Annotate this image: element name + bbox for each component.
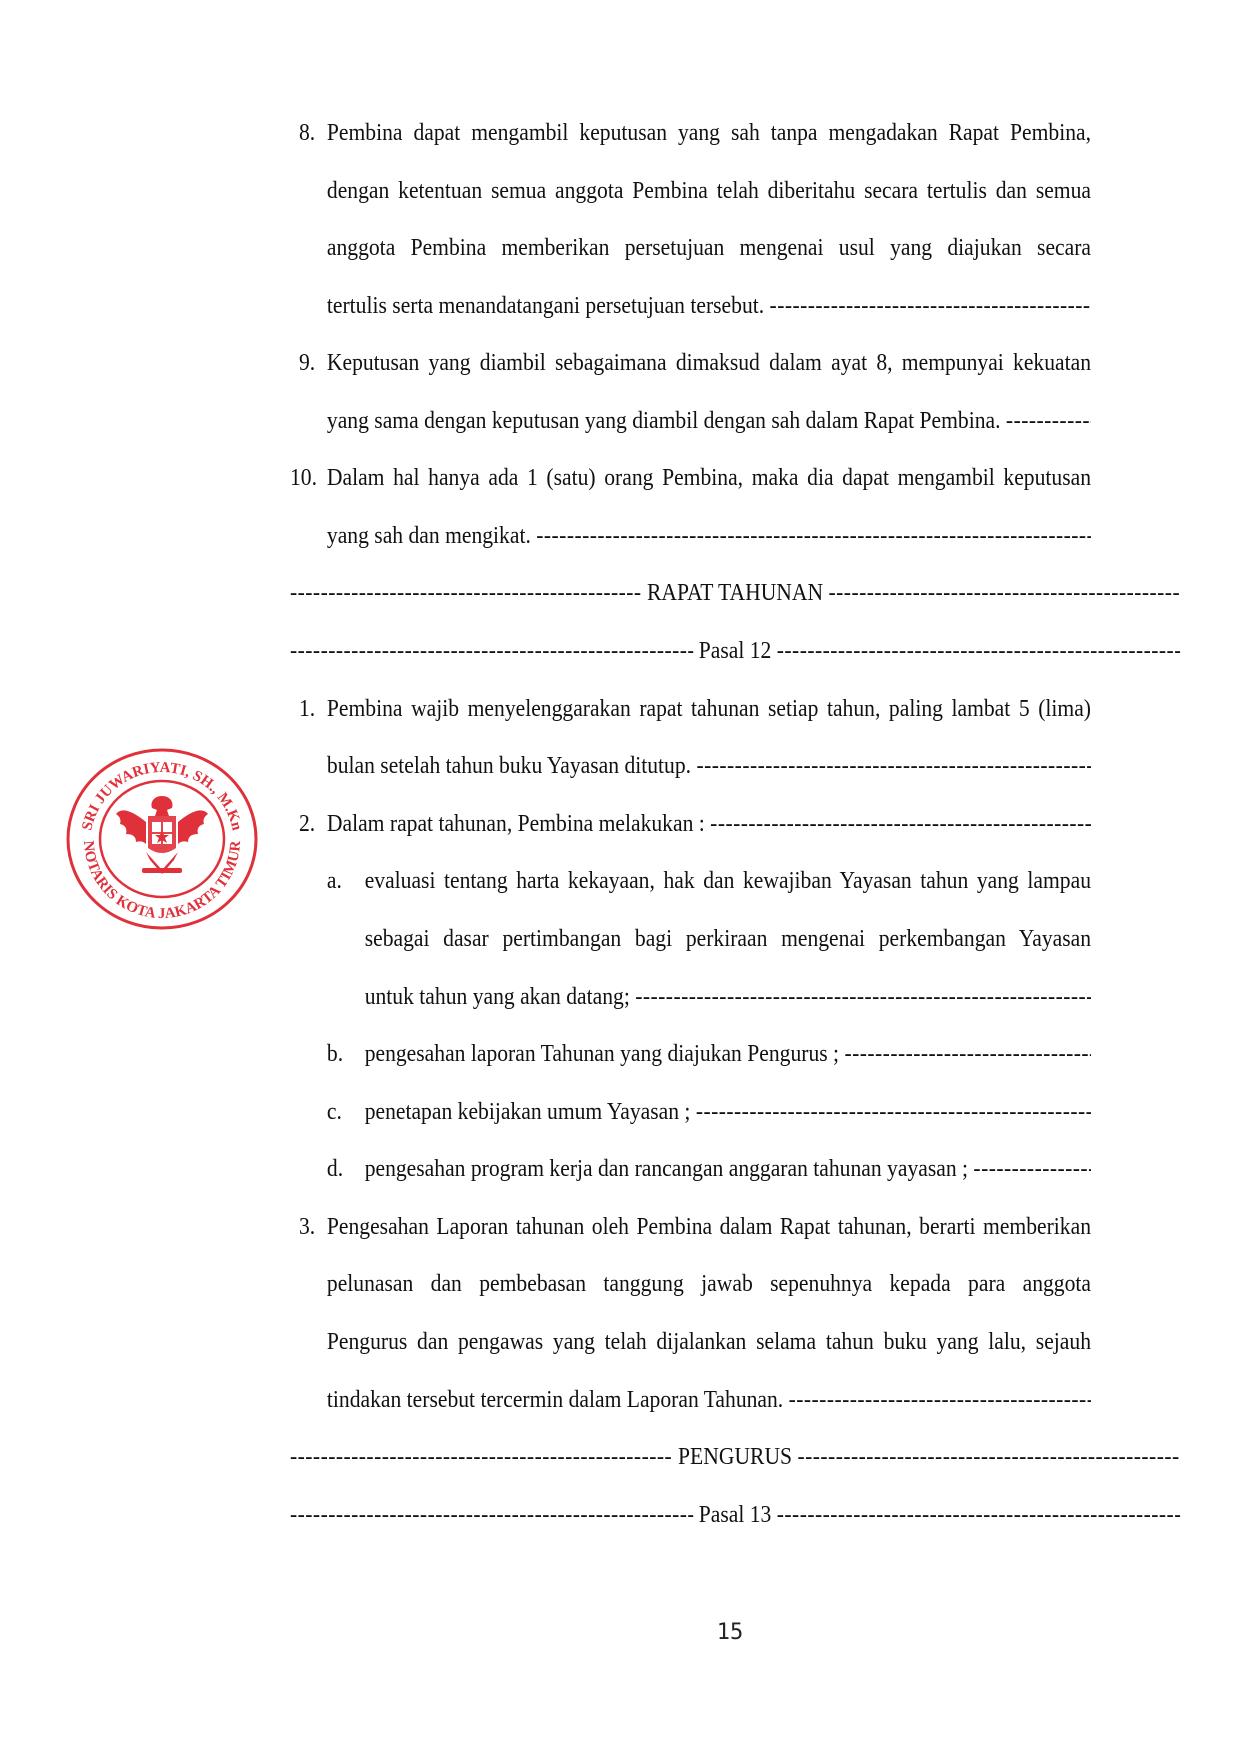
pasal12-item-3-line-3: [290, 1327, 1091, 1357]
list-number: 10.: [290, 465, 317, 491]
dash-leader: [770, 291, 1091, 321]
paragraph-text: pengesahan laporan Tahunan yang diajukan Pengurus ;: [364, 1041, 840, 1067]
pasal12-item-3-line-1: [290, 1212, 1091, 1242]
sub-item-c: [290, 1097, 1091, 1127]
paragraph-text: sebagai dasar pertimbangan bagi perkiraan mengenai perkembangan Yayasan: [364, 926, 1091, 952]
list-item-8-line-4: [290, 291, 1091, 321]
dash-leader: [290, 636, 693, 666]
dash-leader: [696, 751, 1091, 781]
dash-leader: [696, 1097, 1091, 1127]
list-number: 2.: [299, 811, 316, 837]
list-item-10-line-2: [290, 521, 1091, 551]
list-number: 3.: [299, 1214, 316, 1240]
list-item-8-line-1: [290, 118, 1091, 148]
sub-item-a-line-2: [290, 924, 1091, 954]
garuda-seal-icon: [62, 744, 262, 934]
paragraph-text: yang sah dan mengikat.: [326, 523, 531, 549]
article-title: Pasal 13: [698, 1502, 772, 1528]
paragraph-text: pengesahan program kerja dan rancangan anggaran tahunan yayasan ;: [364, 1156, 969, 1182]
paragraph-text: dengan ketentuan semua anggota Pembina telah diberitahu secara tertulis dan semua: [326, 178, 1091, 204]
paragraph-text: tindakan tersebut tercermin dalam Laporan Tahunan.: [326, 1387, 784, 1413]
paragraph-text: Pembina dapat mengambil keputusan yang sah tanpa mengadakan Rapat Pembina,: [326, 120, 1091, 146]
section-heading-pengurus: [290, 1442, 1180, 1472]
paragraph-text: Pengurus dan pengawas yang telah dijalankan selama tahun buku yang lalu, sejauh: [326, 1329, 1091, 1355]
sub-item-label: c.: [326, 1099, 342, 1125]
dash-leader: [635, 982, 1091, 1012]
article-title: Pasal 12: [698, 638, 772, 664]
paragraph-text: untuk tahun yang akan datang;: [364, 984, 630, 1010]
paragraph-text: Pengesahan Laporan tahunan oleh Pembina dalam Rapat tahunan, berarti memberikan: [326, 1214, 1091, 1240]
paragraph-text: Dalam rapat tahunan, Pembina melakukan :: [326, 811, 705, 837]
paragraph-text: tertulis serta menandatangani persetujuan tersebut.: [326, 293, 765, 319]
list-number: 9.: [299, 350, 316, 376]
list-item-10-line-1: [290, 463, 1091, 493]
list-item-9-line-2: [290, 406, 1091, 436]
paragraph-text: Keputusan yang diambil sebagaimana dimaksud dalam ayat 8, mempunyai kekuatan: [326, 350, 1091, 376]
sub-item-b: [290, 1039, 1091, 1069]
list-number: 8.: [299, 120, 316, 146]
dash-leader: [797, 1442, 1180, 1472]
dash-leader: [777, 636, 1180, 666]
paragraph-text: evaluasi tentang harta kekayaan, hak dan kewajiban Yayasan tahun yang lampau: [364, 868, 1091, 894]
dash-leader: [777, 1500, 1180, 1530]
section-title: RAPAT TAHUNAN: [646, 580, 824, 606]
pasal12-item-2-line-1: [290, 809, 1091, 839]
stamp-bottom-text: NOTARIS KOTA JAKARTA TIMUR: [79, 840, 245, 923]
dash-leader: [973, 1154, 1091, 1184]
dash-leader: [789, 1385, 1091, 1415]
notary-stamp: [62, 744, 262, 934]
article-heading-pasal-12: [290, 636, 1180, 666]
sub-item-a-line-3: [290, 982, 1091, 1012]
list-number: 1.: [299, 696, 316, 722]
paragraph-text: Pembina wajib menyelenggarakan rapat tahunan setiap tahun, paling lambat 5 (lima): [326, 696, 1091, 722]
paragraph-text: bulan setelah tahun buku Yayasan ditutup.: [326, 753, 692, 779]
dash-leader: [1006, 406, 1091, 436]
paragraph-text: Dalam hal hanya ada 1 (satu) orang Pembina, maka dia dapat mengambil keputusan: [326, 465, 1091, 491]
dash-leader: [710, 809, 1091, 839]
pasal12-item-1-line-2: [290, 751, 1091, 781]
dash-leader: [290, 1442, 673, 1472]
sub-item-a-line-1: [290, 866, 1091, 896]
paragraph-text: anggota Pembina memberikan persetujuan mengenai usul yang diajukan secara: [326, 235, 1091, 261]
pasal12-item-1-line-1: [290, 694, 1091, 724]
dash-leader: [536, 521, 1091, 551]
sub-item-d: [290, 1154, 1091, 1184]
dash-leader: [844, 1039, 1091, 1069]
article-heading-pasal-13: [290, 1500, 1180, 1530]
paragraph-text: yang sama dengan keputusan yang diambil dengan sah dalam Rapat Pembina.: [326, 408, 1001, 434]
pasal12-item-3-line-2: [290, 1269, 1091, 1299]
list-item-8-line-3: [290, 233, 1091, 263]
dash-leader: [290, 578, 642, 608]
paragraph-text: pelunasan dan pembebasan tanggung jawab sepenuhnya kepada para anggota: [326, 1271, 1091, 1297]
page-number: 15: [716, 1620, 744, 1645]
list-item-8-line-2: [290, 176, 1091, 206]
paragraph-text: penetapan kebijakan umum Yayasan ;: [364, 1099, 691, 1125]
pasal12-item-3-line-4: [290, 1385, 1091, 1415]
section-heading-rapat-tahunan: [290, 578, 1180, 608]
section-title: PENGURUS: [678, 1444, 793, 1470]
dash-leader: [829, 578, 1181, 608]
dash-leader: [290, 1500, 693, 1530]
stamp-top-text: SRI JUWARIYATI, SH., M.Kn: [79, 759, 245, 833]
sub-item-label: d.: [326, 1156, 344, 1182]
sub-item-label: a.: [326, 868, 342, 894]
sub-item-label: b.: [326, 1041, 344, 1067]
list-item-9-line-1: [290, 348, 1091, 378]
